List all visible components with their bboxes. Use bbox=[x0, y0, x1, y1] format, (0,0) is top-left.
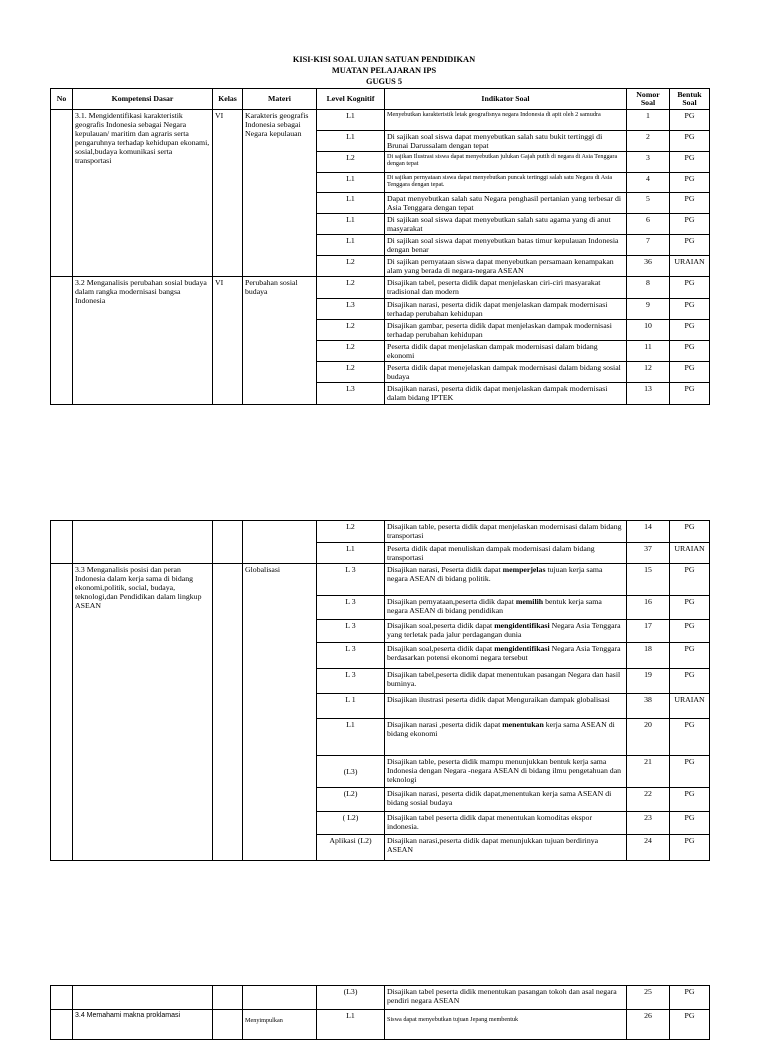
indikator-cell: Di sajikan soal siswa dapat menyebutkan salah satu agama yang di anut masyarakat bbox=[385, 214, 627, 235]
bentuk-cell: PG bbox=[670, 835, 710, 861]
level-cell: L2 bbox=[317, 320, 385, 341]
nomor-cell: 16 bbox=[627, 596, 670, 620]
indikator-text: Disajikan table, peserta didik dapat menjelaskan modernisasi dalam bidang transportasi bbox=[387, 522, 622, 540]
bentuk-cell: PG bbox=[670, 620, 710, 643]
level-cell: L2 bbox=[317, 256, 385, 277]
no-cell bbox=[51, 986, 73, 1010]
indikator-cell: Disajikan narasi, peserta didik dapat menjelaskan dampak modernisasi terhadap perubahan kehidupan bbox=[385, 299, 627, 320]
nomor-cell: 37 bbox=[627, 543, 670, 564]
bentuk-cell: PG bbox=[670, 788, 710, 812]
indikator-cell: Peserta didik dapat menejelaskan dampak modernisasi dalam bidang sosial budaya bbox=[385, 362, 627, 383]
indikator-text: bentuk kerja sama negara ASEAN di bidang pendidikan bbox=[387, 597, 602, 615]
level-cell: L 3 bbox=[317, 669, 385, 694]
indikator-cell bbox=[385, 719, 627, 756]
indikator-keyword: memperjelas bbox=[502, 565, 546, 574]
kompetensi-dasar-cell: 3.2 Menganalisis perubahan sosial budaya dalam rangka modernisasi bangsa Indonesia bbox=[73, 277, 213, 405]
indikator-cell bbox=[385, 756, 627, 788]
bentuk-cell: URAIAN bbox=[670, 543, 710, 564]
bentuk-cell: PG bbox=[670, 320, 710, 341]
table-row bbox=[51, 277, 710, 299]
bentuk-cell: PG bbox=[670, 1010, 710, 1040]
bentuk-cell: PG bbox=[670, 110, 710, 131]
level-cell: L1 bbox=[317, 173, 385, 193]
nomor-cell: 12 bbox=[627, 362, 670, 383]
nomor-cell: 22 bbox=[627, 788, 670, 812]
nomor-cell: 36 bbox=[627, 256, 670, 277]
nomor-cell: 15 bbox=[627, 564, 670, 596]
level-cell: (L2) bbox=[317, 788, 385, 812]
document-title: KISI-KISI SOAL UJIAN SATUAN PENDIDIKAN bbox=[292, 55, 476, 64]
nomor-cell: 5 bbox=[627, 193, 670, 214]
nomor-cell: 14 bbox=[627, 521, 670, 543]
indikator-cell: Di sajikan soal siswa dapat menyebutkan salah satu bukit tertinggi di Brunai Darussalam dengan tepat bbox=[385, 131, 627, 152]
indikator-cell bbox=[385, 835, 627, 861]
indikator-cell: Siswa dapat menyebutkan tujuan Jepang membentuk bbox=[385, 1010, 627, 1040]
indikator-cell bbox=[385, 596, 627, 620]
bentuk-cell: PG bbox=[670, 986, 710, 1010]
table-row bbox=[51, 986, 710, 1010]
level-cell: L1 bbox=[317, 131, 385, 152]
bentuk-cell: PG bbox=[670, 521, 710, 543]
nomor-cell: 20 bbox=[627, 719, 670, 756]
nomor-cell: 4 bbox=[627, 173, 670, 193]
materi-cell bbox=[243, 521, 317, 564]
no-cell bbox=[51, 110, 73, 277]
level-cell: L 3 bbox=[317, 643, 385, 669]
kelas-cell: VI bbox=[213, 277, 243, 405]
indikator-text: Negara Asia Tenggara yang terletak pada jalur perdagangan dunia bbox=[387, 621, 621, 639]
materi-cell bbox=[243, 986, 317, 1010]
col-bentuk-soal: Bentuk Soal bbox=[670, 89, 710, 110]
indikator-text: Disajikan pernyataan,peserta didik dapat bbox=[387, 597, 516, 606]
level-cell: L 1 bbox=[317, 694, 385, 719]
indikator-text: Disajikan tabel,peserta didik dapat menentukan pasangan Negara dan hasil buminya. bbox=[387, 670, 621, 688]
level-cell: L1 bbox=[317, 110, 385, 131]
level-cell: (L3) bbox=[317, 986, 385, 1010]
nomor-cell: 24 bbox=[627, 835, 670, 861]
no-cell bbox=[51, 277, 73, 405]
table-header-row bbox=[51, 89, 710, 110]
nomor-cell: 26 bbox=[627, 1010, 670, 1040]
level-cell: ( L2) bbox=[317, 812, 385, 835]
no-cell bbox=[51, 564, 73, 861]
indikator-text: Disajikan soal,peserta didik dapat bbox=[387, 644, 495, 653]
bentuk-cell: PG bbox=[670, 756, 710, 788]
kisi-kisi-table-2 bbox=[50, 520, 710, 861]
bentuk-cell: PG bbox=[670, 719, 710, 756]
materi-cell: Karakteris geografis Indonesia sebagai Negara kepulauan bbox=[243, 110, 317, 277]
indikator-cell bbox=[385, 620, 627, 643]
nomor-cell: 6 bbox=[627, 214, 670, 235]
indikator-text: Disajikan narasi ,peserta didik dapat bbox=[387, 720, 503, 729]
indikator-cell: Di sajikan Ilustrasi siswa dapat menyebutkan julukan Gajah putih di negara di Asia Tenggara dengan tepat bbox=[385, 152, 627, 173]
level-cell: Aplikasi (L2) bbox=[317, 835, 385, 861]
bentuk-cell: PG bbox=[670, 383, 710, 405]
level-cell: L3 bbox=[317, 299, 385, 320]
indikator-keyword: menentukan bbox=[502, 720, 544, 729]
level-cell: L1 bbox=[317, 214, 385, 235]
kisi-kisi-table-1 bbox=[50, 88, 710, 405]
kelas-cell bbox=[213, 564, 243, 861]
indikator-cell: Di sajikan pernyataan siswa dapat menyebutkan persamaan kenampakan alam yang berada di negara-negara ASEAN bbox=[385, 256, 627, 277]
level-cell: L 3 bbox=[317, 620, 385, 643]
table-row bbox=[51, 110, 710, 131]
no-cell bbox=[51, 1010, 73, 1040]
col-level-kognitif: Level Kognitif bbox=[317, 89, 385, 110]
indikator-text: Disajikan narasi, peserta didik dapat,menentukan kerja sama ASEAN di bidang sosial budaya bbox=[387, 789, 612, 807]
col-materi: Materi bbox=[243, 89, 317, 110]
nomor-cell: 21 bbox=[627, 756, 670, 788]
indikator-cell bbox=[385, 788, 627, 812]
level-cell: L1 bbox=[317, 1010, 385, 1040]
col-no: No bbox=[51, 89, 73, 110]
col-indikator-soal: Indikator Soal bbox=[385, 89, 627, 110]
bentuk-cell: PG bbox=[670, 152, 710, 173]
indikator-cell bbox=[385, 543, 627, 564]
indikator-cell bbox=[385, 812, 627, 835]
bentuk-cell: PG bbox=[670, 299, 710, 320]
bentuk-cell: URAIAN bbox=[670, 256, 710, 277]
level-cell: L1 bbox=[317, 543, 385, 564]
level-cell: L1 bbox=[317, 193, 385, 214]
nomor-cell: 11 bbox=[627, 341, 670, 362]
indikator-keyword: mengidentifikasi bbox=[494, 644, 550, 653]
level-cell: L 3 bbox=[317, 564, 385, 596]
bentuk-cell: URAIAN bbox=[670, 694, 710, 719]
kompetensi-dasar-cell: 3.4 Memahami makna proklamasi bbox=[73, 1010, 213, 1040]
nomor-cell: 10 bbox=[627, 320, 670, 341]
kelas-cell bbox=[213, 986, 243, 1010]
indikator-cell: Di sajikan pernyataan siswa dapat menyebutkan puncak tertinggi salah satu Negara di Asia Tenggara dengan tepat. bbox=[385, 173, 627, 193]
indikator-cell bbox=[385, 694, 627, 719]
indikator-text: Peserta didik dapat menuliskan dampak modernisasi dalam bidang transportasi bbox=[387, 544, 595, 562]
bentuk-cell: PG bbox=[670, 173, 710, 193]
kompetensi-dasar-cell: 3.3 Menganalisis posisi dan peran Indonesia dalam kerja sama di bidang ekonomi,politik, social, budaya, teknologi,dan Pendidikan dalam lingkup ASEAN bbox=[73, 564, 213, 861]
document-group: GUGUS 5 bbox=[365, 77, 403, 86]
bentuk-cell: PG bbox=[670, 131, 710, 152]
nomor-cell: 3 bbox=[627, 152, 670, 173]
col-kompetensi-dasar: Kompetensi Dasar bbox=[73, 89, 213, 110]
indikator-cell: Menyebutkan karakteristik letak geografisnya negara Indonesia di apit oleh 2 samudra bbox=[385, 110, 627, 131]
kompetensi-dasar-cell bbox=[73, 986, 213, 1010]
indikator-cell bbox=[385, 643, 627, 669]
table-row bbox=[51, 1010, 710, 1040]
level-cell: L2 bbox=[317, 362, 385, 383]
indikator-text: Disajikan narasi, Peserta didik dapat bbox=[387, 565, 503, 574]
bentuk-cell: PG bbox=[670, 596, 710, 620]
nomor-cell: 19 bbox=[627, 669, 670, 694]
nomor-cell: 17 bbox=[627, 620, 670, 643]
kelas-cell bbox=[213, 1010, 243, 1040]
col-kelas: Kelas bbox=[213, 89, 243, 110]
nomor-cell: 1 bbox=[627, 110, 670, 131]
table-row bbox=[51, 521, 710, 543]
kelas-cell: VI bbox=[213, 110, 243, 277]
level-cell: L1 bbox=[317, 719, 385, 756]
level-cell: L2 bbox=[317, 341, 385, 362]
indikator-cell: Disajikan narasi, peserta didik dapat menjelaskan dampak modernisasi dalam bidang IPTEK bbox=[385, 383, 627, 405]
indikator-text: Disajikan soal,peserta didik dapat bbox=[387, 621, 495, 630]
indikator-cell: Disajikan tabel, peserta didik dapat menjelaskan ciri-ciri masyarakat tradisional dan modern bbox=[385, 277, 627, 299]
nomor-cell: 8 bbox=[627, 277, 670, 299]
indikator-text: Disajikan narasi,peserta didik dapat menunjukkan tujuan berdirinya ASEAN bbox=[387, 836, 599, 854]
no-cell bbox=[51, 521, 73, 564]
indikator-cell: Dapat menyebutkan salah satu Negara penghasil pertanian yang terbesar di Asia Tenggara dengan tepat bbox=[385, 193, 627, 214]
indikator-text: Disajikan tabel peserta didik dapat menentukan komoditas ekspor indonesia. bbox=[387, 813, 593, 831]
nomor-cell: 18 bbox=[627, 643, 670, 669]
nomor-cell: 23 bbox=[627, 812, 670, 835]
bentuk-cell: PG bbox=[670, 643, 710, 669]
kelas-cell bbox=[213, 521, 243, 564]
materi-cell: Perubahan sosial budaya bbox=[243, 277, 317, 405]
indikator-text: Disajikan ilustrasi peserta didik dapat Menguraikan dampak globalisasi bbox=[387, 695, 610, 704]
nomor-cell: 13 bbox=[627, 383, 670, 405]
bentuk-cell: PG bbox=[670, 341, 710, 362]
bentuk-cell: PG bbox=[670, 193, 710, 214]
bentuk-cell: PG bbox=[670, 669, 710, 694]
level-cell: L3 bbox=[317, 383, 385, 405]
level-cell: (L3) bbox=[317, 756, 385, 788]
kompetensi-dasar-cell: 3.1. Mengidentifikasi karakteristik geografis Indonesia sebagai Negara kepulauan/ maritim dan agraris serta pengaruhnya terhadap kehidupan ekonami, sosial,budaya komunikasi serta transportasi bbox=[73, 110, 213, 277]
indikator-keyword: memilih bbox=[515, 597, 544, 606]
bentuk-cell: PG bbox=[670, 362, 710, 383]
nomor-cell: 2 bbox=[627, 131, 670, 152]
indikator-cell: Di sajikan soal siswa dapat menyebutkan batas timur kepulauan Indonesia dengan benar bbox=[385, 235, 627, 256]
level-cell: L2 bbox=[317, 152, 385, 173]
indikator-cell bbox=[385, 669, 627, 694]
bentuk-cell: PG bbox=[670, 564, 710, 596]
kompetensi-dasar-cell bbox=[73, 521, 213, 564]
indikator-text: Disajikan table, peserta didik mampu menunjukkan bentuk kerja sama Indonesia dengan Negara -negara ASEAN di bidang ilmu pengetahuan dan teknologi bbox=[387, 757, 622, 784]
bentuk-cell: PG bbox=[670, 214, 710, 235]
indikator-cell bbox=[385, 564, 627, 596]
indikator-cell: Disajikan tabel peserta didik menentukan pasangan tokoh dan asal negara pendiri negara ASEAN bbox=[385, 986, 627, 1010]
nomor-cell: 38 bbox=[627, 694, 670, 719]
nomor-cell: 9 bbox=[627, 299, 670, 320]
indikator-text: kerja sama ASEAN di bidang ekonomi bbox=[387, 720, 615, 738]
bentuk-cell: PG bbox=[670, 277, 710, 299]
indikator-cell: Disajikan gambar, peserta didik dapat menjelaskan dampak modernisasi terhadap perubahan kehidupan bbox=[385, 320, 627, 341]
level-cell: L2 bbox=[317, 277, 385, 299]
indikator-text: tujuan kerja sama negara ASEAN di bidang politik. bbox=[387, 565, 603, 583]
indikator-text: Negara Asia Tenggara berdasarkan potensi ekonomi negara tersebut bbox=[387, 644, 621, 662]
document-subtitle: MUATAN PELAJARAN IPS bbox=[331, 66, 437, 75]
materi-cell: Menyimpulkan bbox=[243, 1010, 317, 1040]
materi-cell: Globalisasi bbox=[243, 564, 317, 861]
level-cell: L 3 bbox=[317, 596, 385, 620]
nomor-cell: 7 bbox=[627, 235, 670, 256]
kisi-kisi-table-3 bbox=[50, 985, 710, 1040]
col-nomor-soal: Nomor Soal bbox=[627, 89, 670, 110]
indikator-cell: Peserta didik dapat menjelaskan dampak modernisasi dalam bidang ekonomi bbox=[385, 341, 627, 362]
indikator-keyword: mengidentifikasi bbox=[494, 621, 550, 630]
table-row bbox=[51, 564, 710, 596]
document-header bbox=[0, 54, 768, 87]
level-cell: L1 bbox=[317, 235, 385, 256]
level-cell: L2 bbox=[317, 521, 385, 543]
bentuk-cell: PG bbox=[670, 812, 710, 835]
indikator-cell bbox=[385, 521, 627, 543]
nomor-cell: 25 bbox=[627, 986, 670, 1010]
bentuk-cell: PG bbox=[670, 235, 710, 256]
